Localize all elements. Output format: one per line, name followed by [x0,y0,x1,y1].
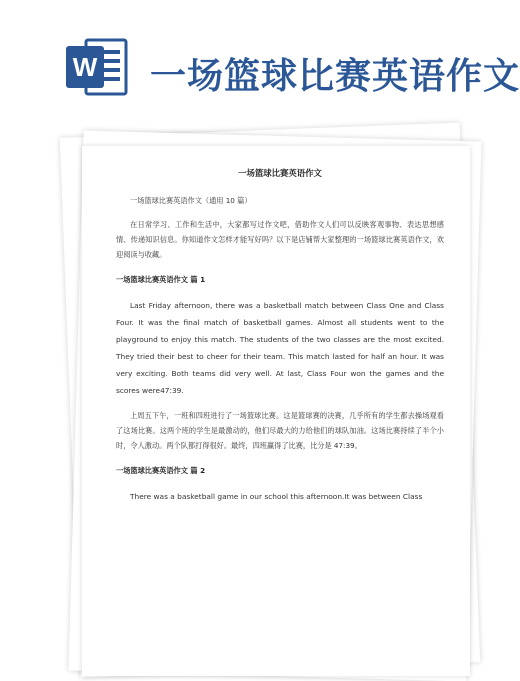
document-page [82,146,470,676]
intro-paragraph: 在日常学习、工作和生活中，大家都写过作文吧，借助作文人们可以反映客观事物、表达思想感情、传递知识信息。你知道作文怎样才能写好吗？以下是店铺帮大家整理的一场篮球比赛英语作文，欢迎阅读与收藏。 [116,220,444,259]
chinese-paragraph: 上周五下午，一班和四班进行了一场篮球比赛。这是篮球赛的决赛，几乎所有的学生都去操场观看了这场比赛。这两个班的学生是最激动的，他们尽最大的力给他们的球队加油。这场比赛持续了半个小时，令人激动。两个队都打得很好。最终，四班赢得了比赛，比分是 47:39。 [116,411,444,450]
section-heading: 一场篮球比赛英语作文 篇 2 [116,466,206,475]
word-icon-letter: W [72,52,98,82]
document-title: 一场篮球比赛英语作文 [238,168,322,178]
english-paragraph: Last Friday afternoon, there was a basketball match between Class One and Class Four. It was the final match of basketball games. Almost all students went to the playground to enjoy this match. The students of the two classes are the most excited. They tried their best to cheer for their team. This match lasted for half an hour. It was very exciting. Both teams did very well. At last, Class Four won the games and the scores were47:39. [116,301,444,395]
english-paragraph: There was a basketball game in our school this afternoon.It was between Class [130,492,423,501]
document-page-stack [60,118,480,678]
section-heading: 一场篮球比赛英语作文 篇 1 [116,275,206,284]
document-subtitle: 一场篮球比赛英语作文（通用 10 篇） [130,196,252,205]
banner-title: 一场篮球比赛英语作文 [150,55,520,97]
document-banner [0,0,520,118]
document-body [116,166,444,514]
word-document-icon [64,34,130,100]
